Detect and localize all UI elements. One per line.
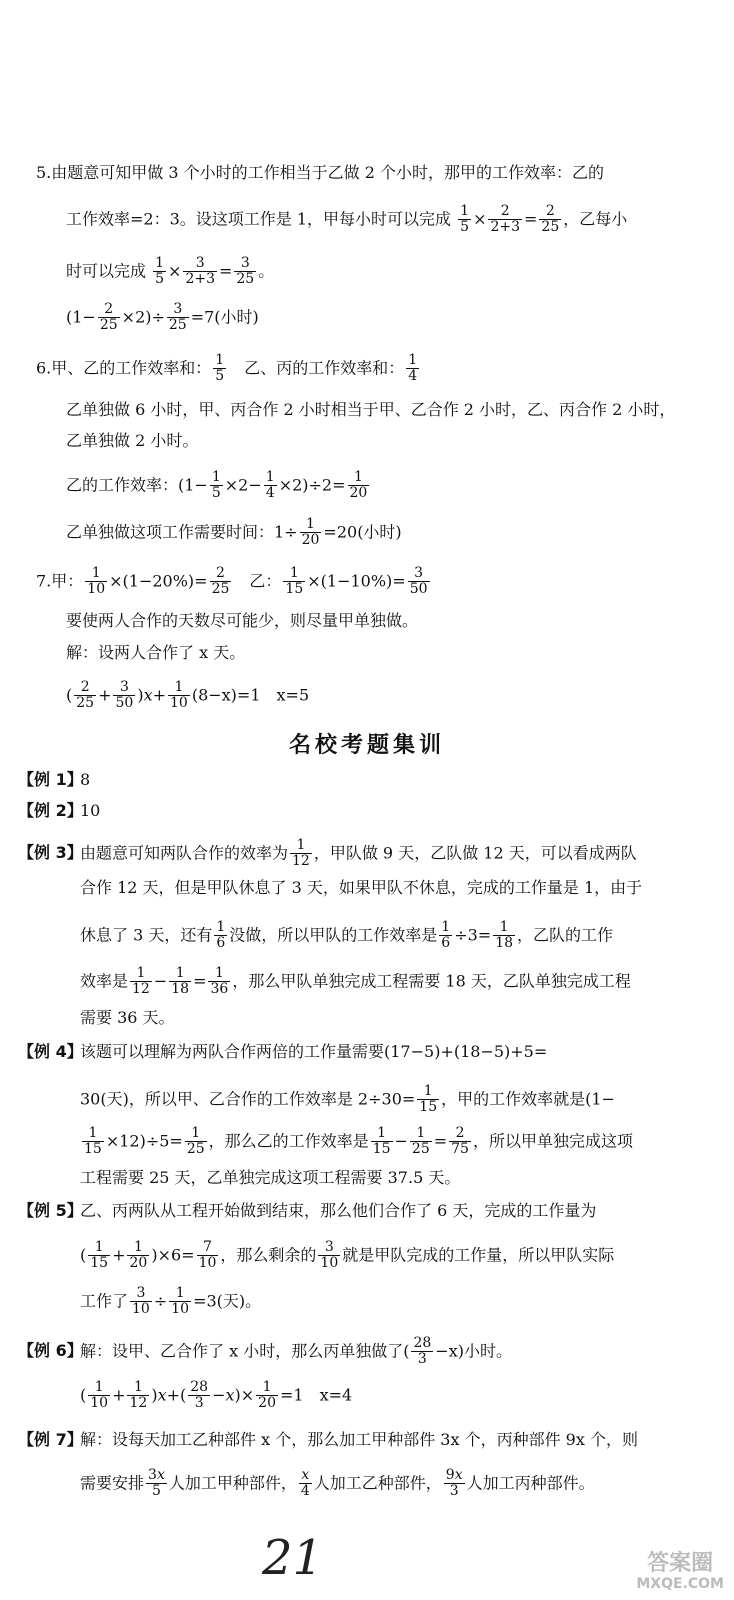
example-7-line2: 需要安排 $\frac{3x}{5}$ 人加工甲种部件， $\frac{x}{4}$ 人加工乙种部件， $\frac{9x}{3}$ 人加工丙种部件。 bbox=[80, 1467, 595, 1500]
example-6-line2: ( $\frac{1}{10}$ + $\frac{1}{12}$ )x+( $\frac{28}{3}$ −x)× $\frac{1}{20}$ =1 x=4 bbox=[80, 1379, 353, 1412]
q7-line2: 要使两人合作的天数尽可能少，则尽量甲单独做。 bbox=[66, 611, 419, 630]
q5-line4: (1− $\frac{2}{25}$ ×2)÷ $\frac{3}{25}$ =7(小时) bbox=[66, 301, 259, 334]
q6-line3: 乙单独做 2 小时。 bbox=[66, 431, 199, 450]
watermark-logo bbox=[636, 1552, 724, 1592]
example-4-line4: 工程需要 25 天，乙单独完成这项工程需要 37.5 天。 bbox=[80, 1168, 461, 1187]
q6-line5: 乙单独做这项工作需要时间：1÷ $\frac{1}{20}$ =20(小时) bbox=[66, 516, 402, 549]
watermark-line1: 答案圈 bbox=[647, 1551, 714, 1577]
watermark-line2: MXQE.COM bbox=[636, 1575, 724, 1592]
example-1: 【例 1】8 bbox=[18, 770, 91, 789]
example-6-line1: 【例 6】解：设甲、乙合作了 x 小时，那么丙单独做了( $\frac{28}{3}$ −x)小时。 bbox=[18, 1335, 512, 1368]
q6-line4: 乙的工作效率：(1− $\frac{1}{5}$ ×2− $\frac{1}{4}$ ×2)÷2= $\frac{1}{20}$ bbox=[66, 469, 368, 502]
example-4-line3: $\frac{1}{15}$ ×12)÷5= $\frac{1}{25}$ ，那么乙的工作效率是 $\frac{1}{15}$ − $\frac{1}{25}$ = $\frac{2}{75}$ ，所以甲单独完成这项 bbox=[84, 1125, 633, 1158]
example-5-line2: ( $\frac{1}{15}$ + $\frac{1}{20}$ )×6= $\frac{7}{10}$ ，那么剩余的 $\frac{3}{10}$ 就是甲队完成的工作量，所以甲队实际 bbox=[80, 1239, 615, 1272]
q5-line2: 工作效率=2：3。设这项工作是 1，甲每小时可以完成 $\frac{1}{5}$ × $\frac{2}{2+3}$ = $\frac{2}{25}$ ，乙每小 bbox=[66, 203, 628, 236]
example-3-line3: 休息了 3 天，还有 $\frac{1}{6}$ 没做，所以甲队的工作效率是 $\frac{1}{6}$ ÷3= $\frac{1}{18}$ ，乙队的工作 bbox=[80, 919, 614, 952]
example-5-line3: 工作了 $\frac{3}{10}$ ÷ $\frac{1}{10}$ =3(天)。 bbox=[80, 1285, 262, 1318]
example-2: 【例 2】10 bbox=[18, 801, 101, 820]
example-3-line1: 【例 3】由题意可知两队合作的效率为 $\frac{1}{12}$ ，甲队做 9 天，乙队做 12 天，可以看成两队 bbox=[18, 837, 637, 870]
section-title: 名校考题集训 bbox=[288, 732, 445, 758]
example-3-line2: 合作 12 天，但是甲队休息了 3 天，如果甲队不休息，完成的工作量是 1，由于 bbox=[80, 878, 643, 897]
q7-line4: ( $\frac{2}{25}$ + $\frac{3}{50}$ )x+ $\frac{1}{10}$ (8−x)=1 x=5 bbox=[66, 679, 310, 712]
example-4-line1: 【例 4】该题可以理解为两队合作两倍的工作量需要(17−5)+(18−5)+5= bbox=[18, 1042, 548, 1061]
example-4-line2: 30(天)，所以甲、乙合作的工作效率是 2÷30= $\frac{1}{15}$ ，甲的工作效率就是(1− bbox=[80, 1083, 615, 1116]
q6-line1: 6.甲、乙的工作效率和： $\frac{1}{5}$ 乙、丙的工作效率和： $\frac{1}{4}$ bbox=[36, 352, 418, 385]
q7-line1: 7.甲： $\frac{1}{10}$ ×(1−20%)= $\frac{2}{25}$ 乙： $\frac{1}{15}$ ×(1−10%)= $\frac{3}{50}$ bbox=[36, 565, 428, 598]
q6-line2: 乙单独做 6 小时，甲、丙合作 2 小时相当于甲、乙合作 2 小时，乙、丙合作 2 小时， bbox=[66, 400, 676, 419]
q5-line3: 时可以完成 $\frac{1}{5}$ × $\frac{3}{2+3}$ = $\frac{3}{25}$ 。 bbox=[66, 255, 275, 288]
example-5-line1: 【例 5】乙、丙两队从工程开始做到结束，那么他们合作了 6 天，完成的工作量为 bbox=[18, 1201, 597, 1220]
q7-line3: 解：设两人合作了 x 天。 bbox=[66, 643, 246, 662]
page-number: 21 bbox=[262, 1530, 324, 1586]
q5-line1: 5.由题意可知甲做 3 个小时的工作相当于乙做 2 个小时，那甲的工作效率：乙的 bbox=[36, 163, 604, 182]
example-3-line5: 需要 36 天。 bbox=[80, 1008, 175, 1027]
example-7-line1: 【例 7】解：设每天加工乙种部件 x 个，那么加工甲种部件 3x 个，丙种部件 9x 个，则 bbox=[18, 1430, 638, 1449]
example-3-line4: 效率是 $\frac{1}{12}$ − $\frac{1}{18}$ = $\frac{1}{36}$ ，那么甲队单独完成工程需要 18 天，乙队单独完成工程 bbox=[80, 965, 631, 998]
